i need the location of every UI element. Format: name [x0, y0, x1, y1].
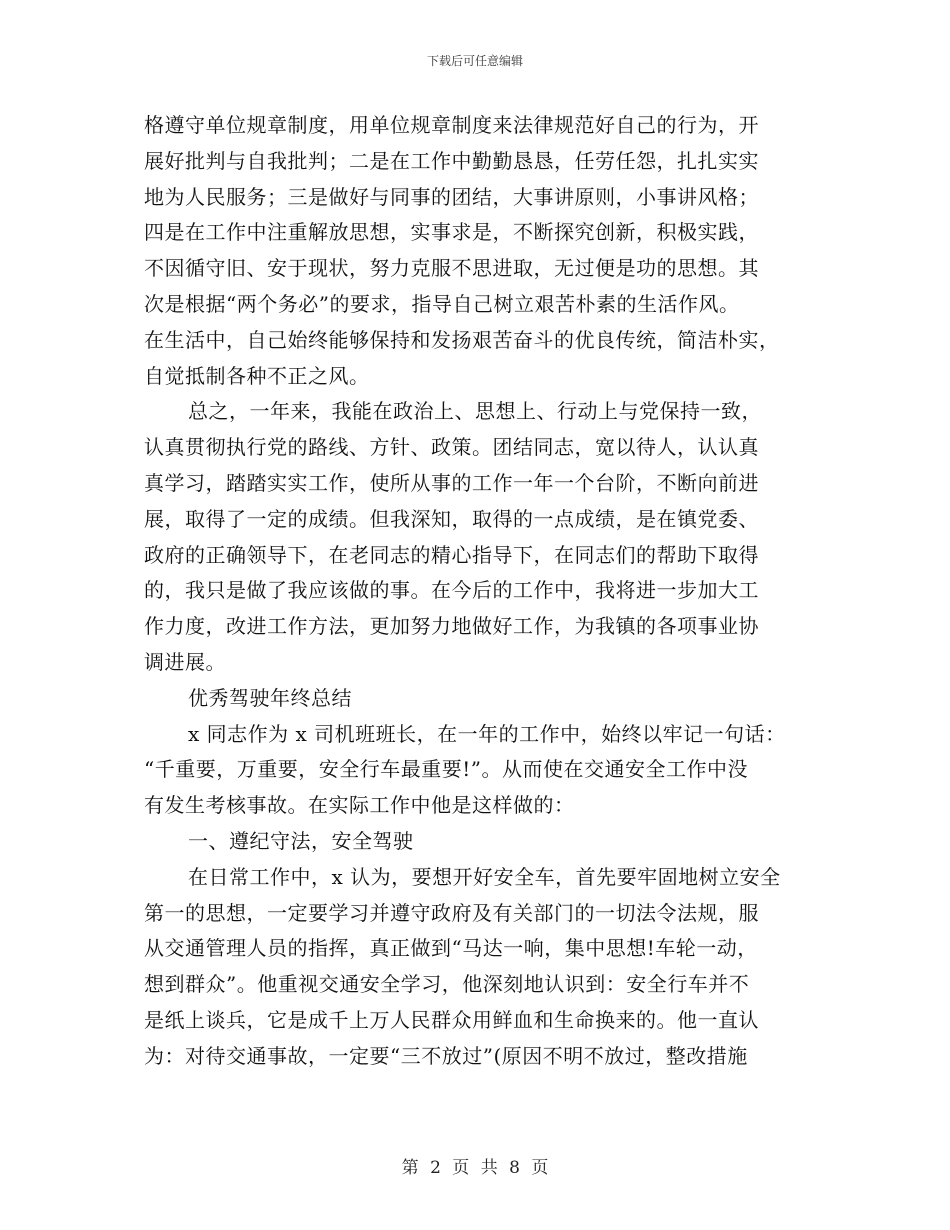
text-line: 展好批判与自我批判；二是在工作中勤勤恳恳，任劳任怨，扎扎实实: [144, 148, 759, 173]
text-line: 地为人民服务；三是做好与同事的团结，大事讲原则，小事讲风格；: [144, 184, 759, 209]
page-header: 下载后可任意编辑: [426, 54, 523, 68]
text-line: 不因循守旧、安于现状，努力克服不思进取，无过便是功的思想。其: [144, 256, 759, 281]
text-line: 是纸上谈兵，它是成千上万人民群众用鲜血和生命换来的。他一直认: [144, 1007, 759, 1032]
text-line: 展，取得了一定的成绩。但我深知，取得的一点成绩，是在镇党委、: [144, 506, 759, 531]
text-line: 政府的正确领导下，在老同志的精心指导下，在同志们的帮助下取得: [144, 542, 759, 567]
text-line: 为：对待交通事故，一定要“三不放过”(原因不明不放过，整改措施: [144, 1043, 748, 1068]
text-line: “千重要，万重要，安全行车最重要!”。从而使在交通安全工作中没: [144, 757, 748, 782]
text-line: x 同志作为 x 司机班班长，在一年的工作中，始终以牢记一句话：: [188, 721, 786, 746]
page-footer: 第 2 页 共 8 页: [401, 1158, 549, 1178]
text-line: 认真贯彻执行党的路线、方针、政策。团结同志，宽以待人，认认真: [144, 435, 759, 460]
text-line: 真学习，踏踏实实工作，使所从事的工作一年一个台阶，不断向前进: [144, 470, 759, 495]
text-line: 总之，一年来，我能在政治上、思想上、行动上与党保持一致，: [188, 399, 762, 424]
text-line: 次是根据“两个务必”的要求，指导自己树立艰苦朴素的生活作风。: [144, 291, 740, 316]
text-line: 的，我只是做了我应该做的事。在今后的工作中，我将进一步加大工: [144, 578, 759, 603]
text-line: 在生活中，自己始终能够保持和发扬艰苦奋斗的优良传统，简洁朴实，: [144, 327, 780, 352]
text-line: 第一的思想，一定要学习并遵守政府及有关部门的一切法令法规，服: [144, 900, 759, 925]
text-line: 自觉抵制各种不正之风。: [144, 363, 370, 388]
text-line: 有发生考核事故。在实际工作中他是这样做的：: [144, 793, 575, 818]
text-line: 一、遵纪守法，安全驾驶: [188, 828, 414, 853]
text-line: 格遵守单位规章制度，用单位规章制度来法律规范好自己的行为，开: [144, 113, 759, 137]
text-line: 作力度，改进工作方法，更加努力地做好工作，为我镇的各项事业协: [144, 614, 759, 639]
text-line: 四是在工作中注重解放思想，实事求是，不断探究创新，积极实践，: [144, 220, 759, 245]
document-body: [144, 108, 808, 1075]
text-line: 在日常工作中，x 认为，要想开好安全车，首先要牢固地树立安全: [188, 864, 781, 889]
text-line: 想到群众”。他重视交通安全学习，他深刻地认识到：安全行车并不: [144, 972, 750, 997]
text-line: 调进展。: [144, 649, 226, 674]
text-line: 优秀驾驶年终总结: [188, 685, 352, 710]
text-line: 从交通管理人员的指挥，真正做到“马达一响，集中思想!车轮一动，: [144, 936, 758, 961]
